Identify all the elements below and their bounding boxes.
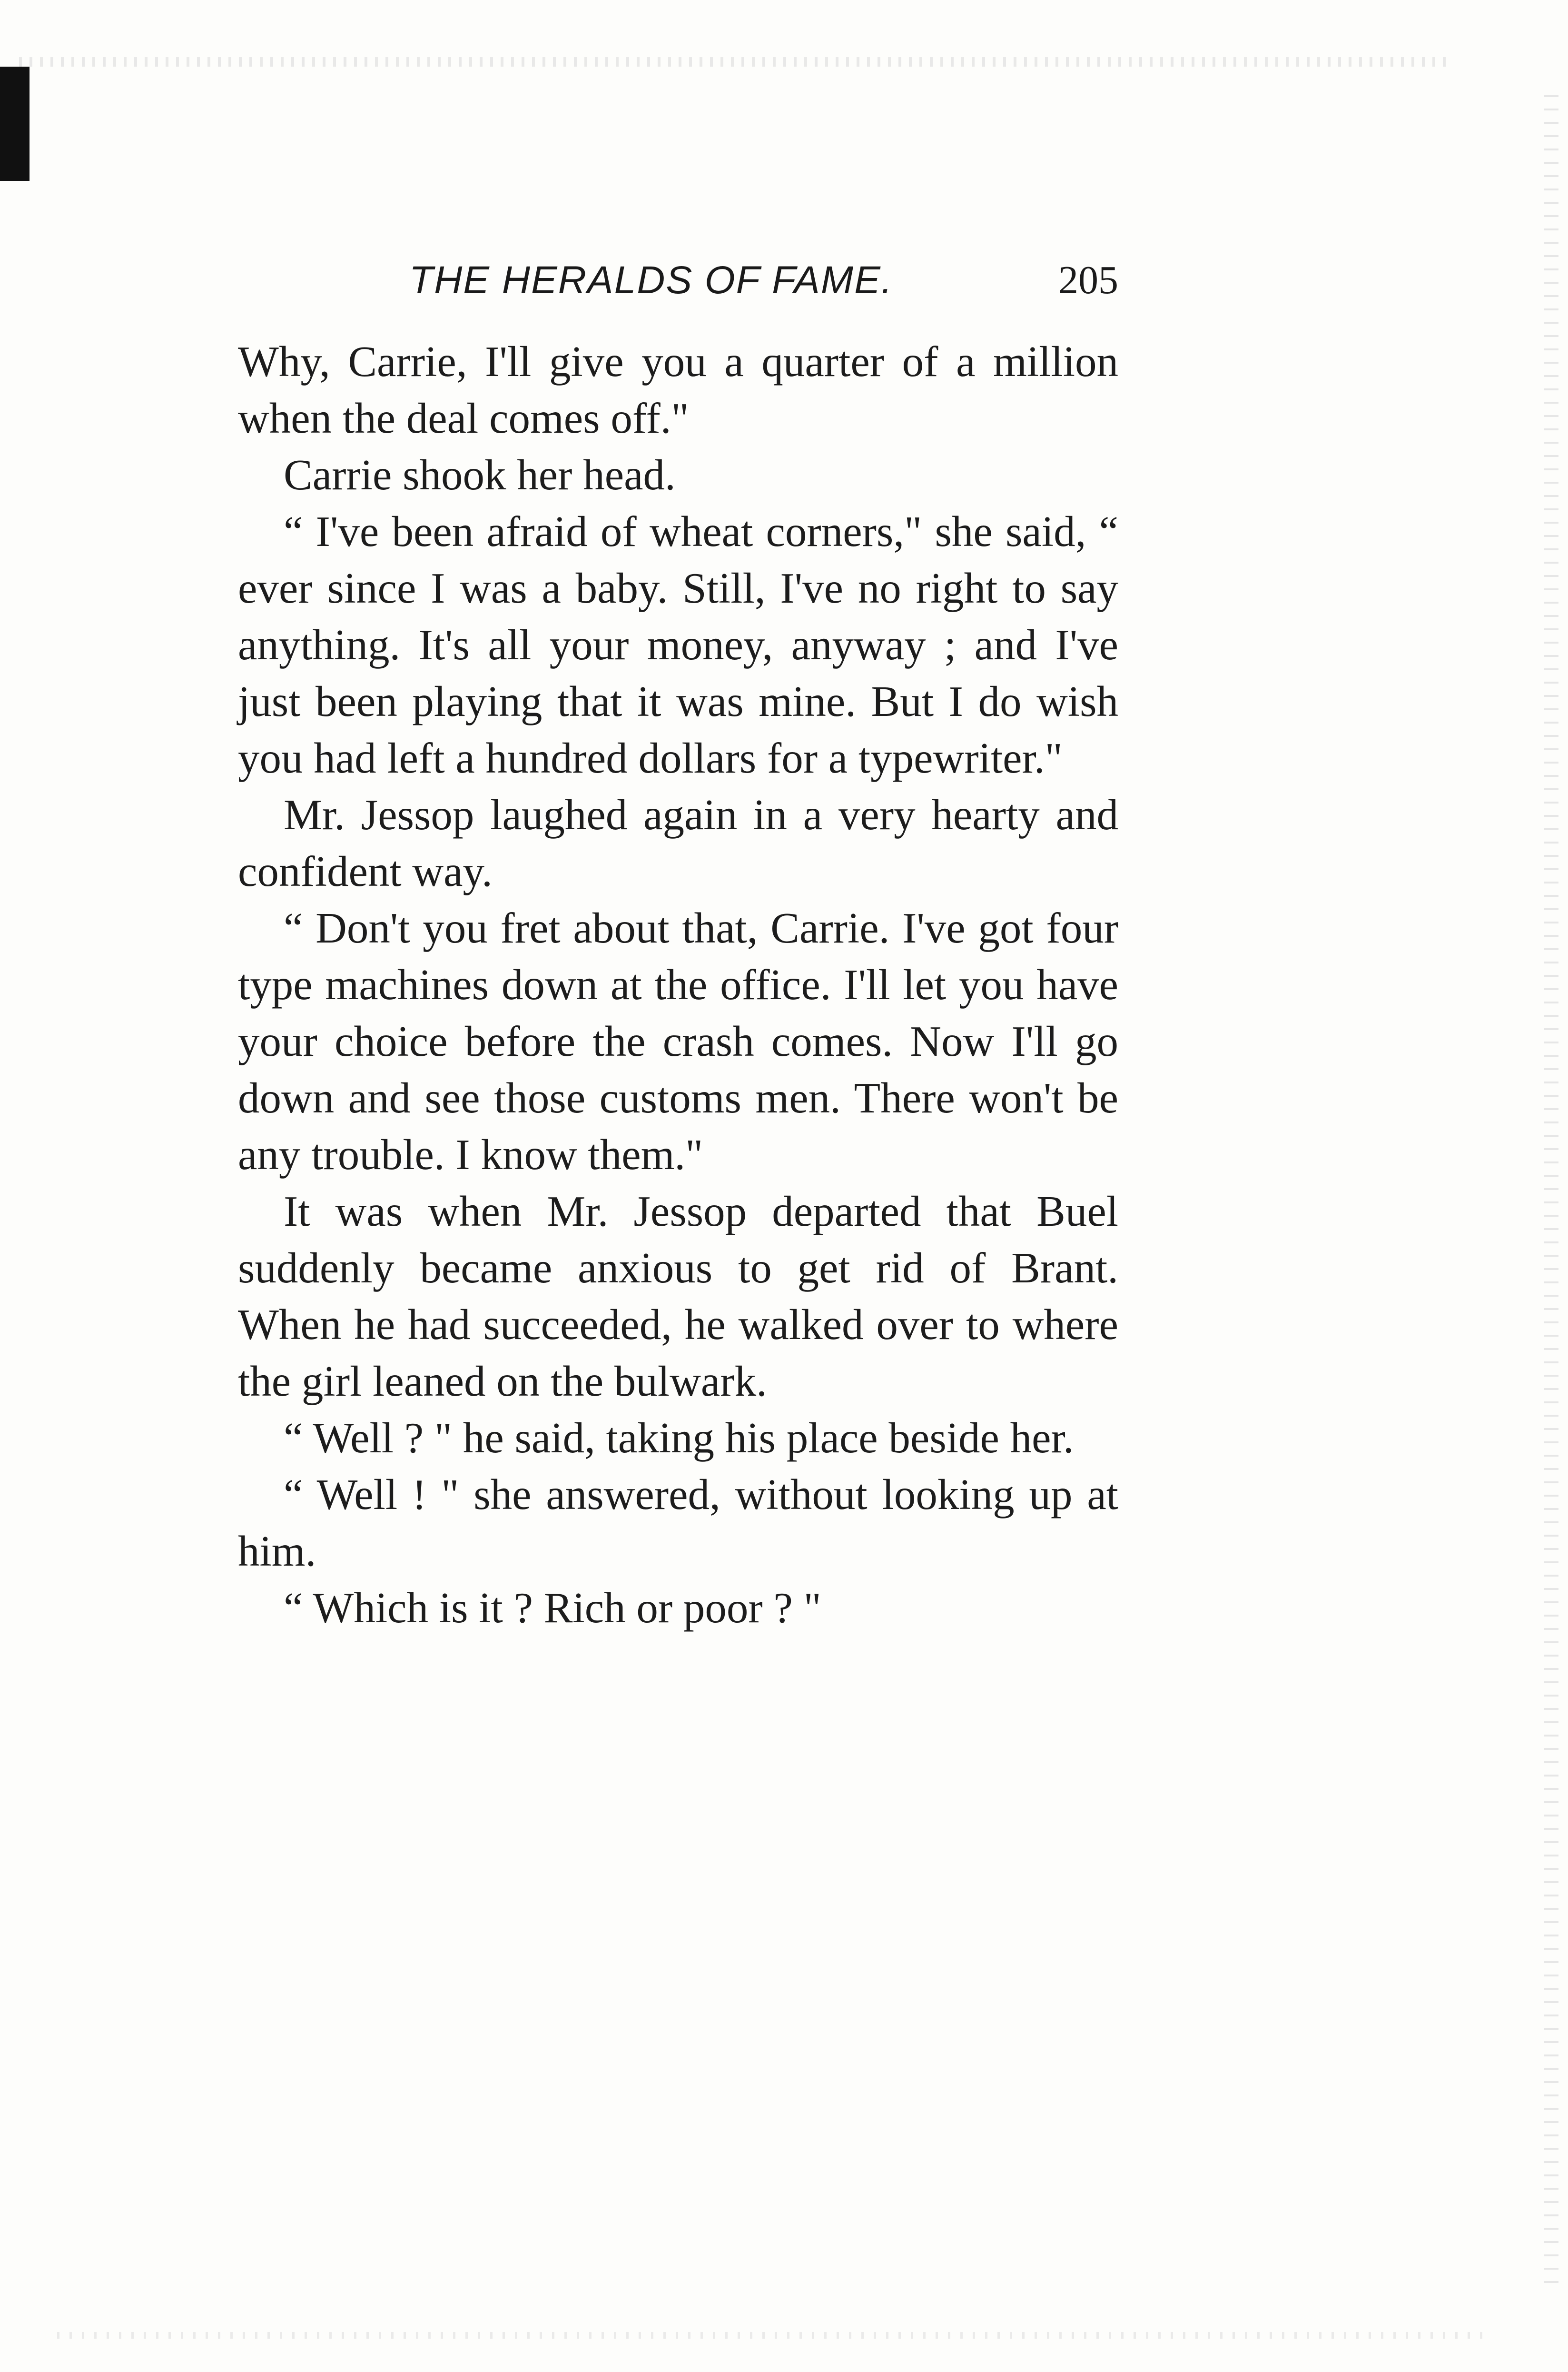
paragraph-9: “ Which is it ? Rich or poor ? " <box>284 1584 821 1632</box>
paragraph-8: “ Well ! " she answered, without looking up at him. <box>238 1470 1118 1575</box>
scan-noise-bottom <box>57 2332 1485 2339</box>
scan-noise-right <box>1544 95 1558 2285</box>
paragraph-1: Why, Carrie, I'll give you a quarter of a million when the deal comes off." <box>238 337 1118 442</box>
paragraph-2: Carrie shook her head. <box>284 451 676 499</box>
scan-noise-top <box>19 57 1447 67</box>
paragraph-6: It was when Mr. Jessop departed that Buel suddenly became anxious to get rid of Brant. When he had succeeded, he walked over to where the girl leaned on the bulwark. <box>238 1187 1118 1405</box>
binding-edge-mark <box>0 67 30 181</box>
body-text <box>238 333 1118 1636</box>
paragraph-4: Mr. Jessop laughed again in a very hearty and confident way. <box>238 791 1118 895</box>
paragraph-7: “ Well ? " he said, taking his place beside her. <box>284 1414 1074 1462</box>
paragraph-3: “ I've been afraid of wheat corners," she said, “ ever since I was a baby. Still, I've no right to say anything. It's all your money, anyway ; and I've just been playing that it was mine. But I do wish you had left a hundred dollars for a typewriter." <box>238 507 1118 782</box>
running-title: THE HERALDS OF FAME. <box>409 258 893 302</box>
paragraph-5: “ Don't you fret about that, Carrie. I've got four type machines down at the office. I'll let you have your choice before the crash comes. Now I'll go down and see those customs men. There won't be any trouble. I know them." <box>238 904 1118 1179</box>
page-header <box>409 257 1118 309</box>
page-number: 205 <box>1058 258 1118 302</box>
